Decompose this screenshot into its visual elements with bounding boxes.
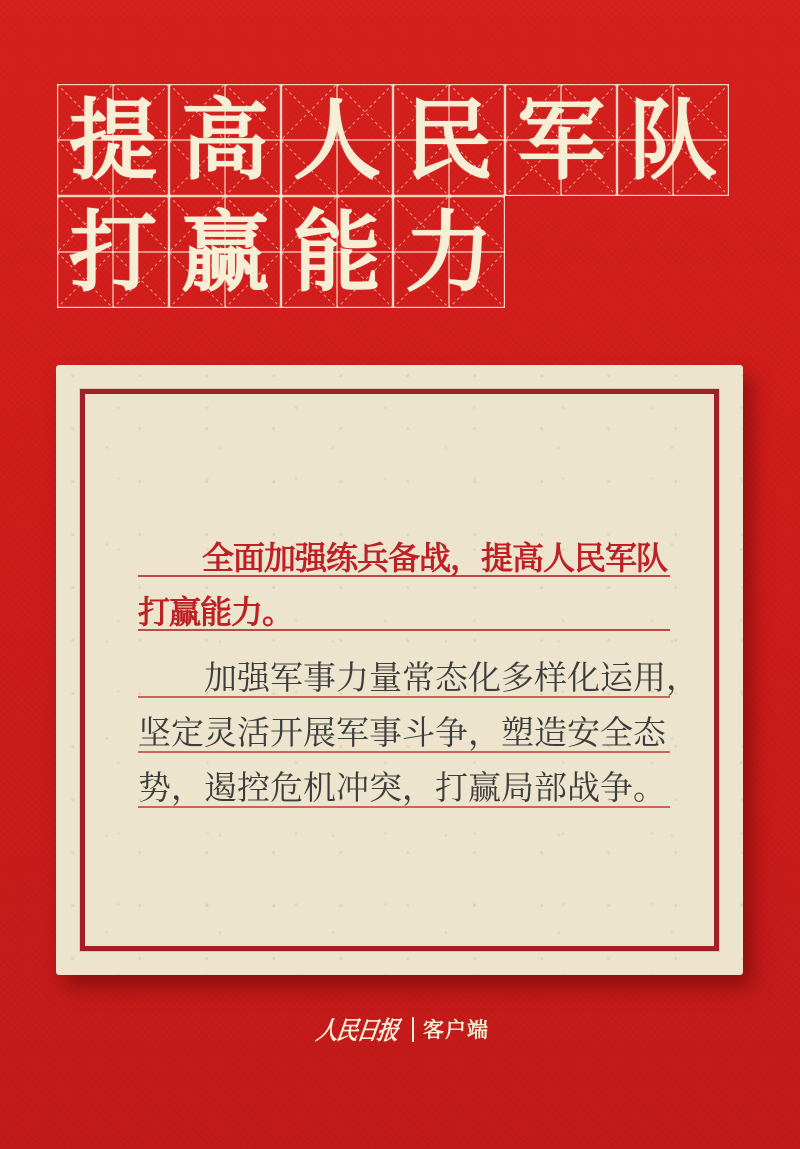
headline-character: 力 <box>404 200 493 304</box>
quote-text-block <box>138 540 699 825</box>
headline-character: 人 <box>292 88 381 192</box>
body-line: 加强军事力量常态化多样化运用， <box>138 660 670 698</box>
headline-character: 赢 <box>180 200 269 304</box>
headline-row-1 <box>57 84 729 196</box>
headline-row-2 <box>57 196 729 308</box>
headline-character: 提 <box>68 88 157 192</box>
peoples-daily-logotype: 人民日报 <box>314 1016 400 1045</box>
calligraphy-cell <box>281 196 393 308</box>
quote-card <box>56 365 743 975</box>
headline-character: 队 <box>628 88 717 192</box>
headline-character: 民 <box>404 88 493 192</box>
calligraphy-cell <box>617 84 729 196</box>
calligraphy-cell <box>57 84 169 196</box>
headline-character: 高 <box>180 88 269 192</box>
calligraphy-cell <box>169 196 281 308</box>
body-line: 坚定灵活开展军事斗争，塑造安全态 <box>138 715 670 753</box>
calligraphy-cell <box>57 196 169 308</box>
calligraphy-cell <box>393 84 505 196</box>
headline-calligraphy <box>57 84 729 308</box>
headline-character: 打 <box>68 200 157 304</box>
headline-character: 能 <box>292 200 381 304</box>
body-line: 势，遏控危机冲突，打赢局部战争。 <box>138 770 670 808</box>
calligraphy-cell <box>393 196 505 308</box>
highlight-line: 打赢能力。 <box>138 595 670 631</box>
calligraphy-cell <box>505 84 617 196</box>
highlight-line: 全面加强练兵备战，提高人民军队 <box>138 541 670 577</box>
calligraphy-cell <box>281 84 393 196</box>
headline-character: 军 <box>516 88 605 192</box>
brand-divider <box>412 1017 414 1042</box>
calligraphy-cell <box>169 84 281 196</box>
brand-client-label: 客户端 <box>423 1019 489 1042</box>
brand-footer <box>0 1012 800 1046</box>
